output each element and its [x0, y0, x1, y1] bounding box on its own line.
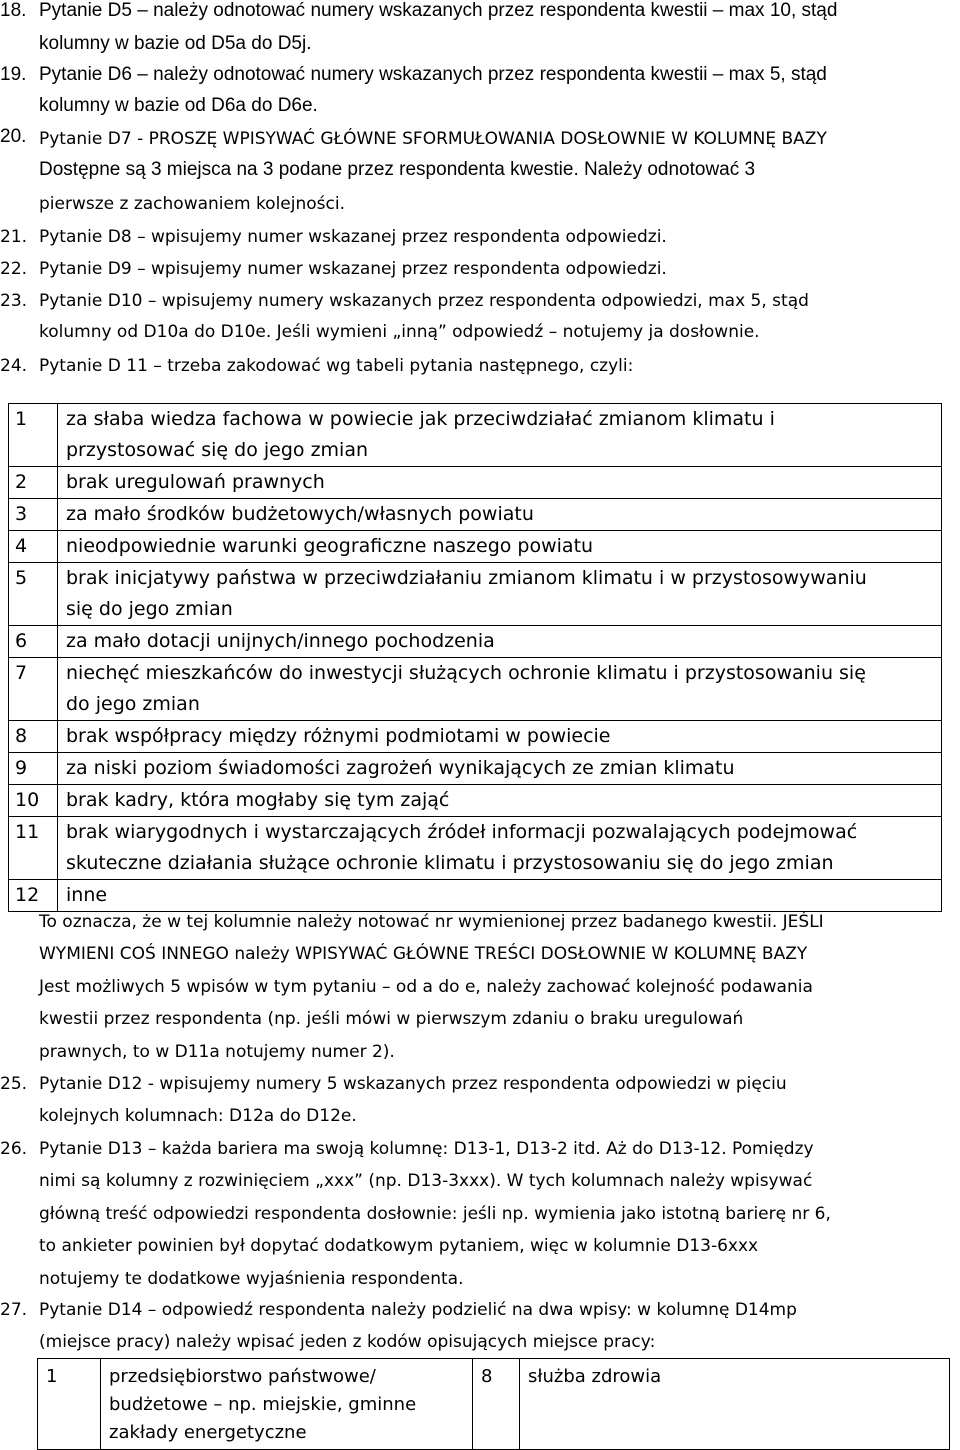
- item-text-line: kolumny w bazie od D6a do D6e.: [39, 95, 318, 116]
- row-text-line: skuteczne działania służące ochronie klimatu i przystosowaniu się do jego zmian: [66, 852, 834, 874]
- note-line: kwestii przez respondenta (np. jeśli mówi w pierwszym zdaniu o braku uregulowań: [39, 1009, 744, 1029]
- barriers-table: [8, 403, 942, 912]
- item-number: 21.: [0, 227, 28, 247]
- row-number: 12: [9, 880, 58, 912]
- item-text-line: Pytanie D9 – wpisujemy numer wskazanej przez respondenta odpowiedzi.: [39, 259, 667, 279]
- item-text-line: Pytanie D7 - PROSZĘ WPISYWAĆ GŁÓWNE SFORMUŁOWANIA DOSŁOWNIE W KOLUMNĘ BAZY: [39, 129, 827, 149]
- item-text-line: (miejsce pracy) należy wpisać jeden z kodów opisujących miejsce pracy:: [39, 1332, 656, 1352]
- item-text-line: kolumny w bazie od D5a do D5j.: [39, 33, 312, 54]
- item-text-line: kolejnych kolumnach: D12a do D12e.: [39, 1106, 357, 1126]
- item-text-line: Pytanie D6 – należy odnotować numery wskazanych przez respondenta kwestii – max 5, stąd: [39, 64, 827, 85]
- workplace-codes-table: [37, 1358, 950, 1450]
- table-row: [9, 880, 942, 912]
- table-row: [9, 404, 942, 467]
- row-text: [58, 817, 942, 880]
- row-number: 6: [9, 626, 58, 658]
- row-number: 9: [9, 753, 58, 785]
- item-text-line: notujemy te dodatkowe wyjaśnienia respondenta.: [39, 1269, 464, 1289]
- row-number: 10: [9, 785, 58, 817]
- row-text-line: przystosować się do jego zmian: [66, 439, 369, 461]
- row-text: inne: [58, 880, 942, 912]
- row-text-line: niechęć mieszkańców do inwestycji służących ochronie klimatu i przystosowaniu się: [66, 662, 866, 684]
- item-text-line: Pytanie D 11 – trzeba zakodować wg tabeli pytania następnego, czyli:: [39, 356, 634, 376]
- table-row: [9, 785, 942, 817]
- row-text-line: się do jego zmian: [66, 598, 233, 620]
- row-text: brak uregulowań prawnych: [58, 467, 942, 499]
- row-text: [58, 658, 942, 721]
- code-description-line: budżetowe – np. miejskie, gminne: [109, 1394, 417, 1415]
- row-number: 5: [9, 563, 58, 626]
- item-number: 18.: [0, 0, 27, 21]
- code-description-line: przedsiębiorstwo państwowe/: [109, 1366, 376, 1387]
- item-number: 23.: [0, 291, 28, 311]
- note-line: To oznacza, że w tej kolumnie należy notować nr wymienionej przez badanego kwestii. JEŚLI: [39, 912, 824, 932]
- item-text-line: to ankieter powinien był dopytać dodatkowym pytaniem, więc w kolumnie D13-6xxx: [39, 1236, 759, 1256]
- item-text-line: Pytanie D14 – odpowiedź respondenta należy podzielić na dwa wpisy: w kolumnę D14mp: [39, 1300, 797, 1320]
- table-row: [9, 817, 942, 880]
- row-number: 2: [9, 467, 58, 499]
- table-row: [9, 658, 942, 721]
- item-number: 26.: [0, 1139, 28, 1159]
- row-text: nieodpowiednie warunki geograficzne naszego powiatu: [58, 531, 942, 563]
- code-number: 8: [473, 1359, 520, 1450]
- table-row: [38, 1359, 950, 1450]
- row-number: 7: [9, 658, 58, 721]
- item-text-line: Pytanie D5 – należy odnotować numery wskazanych przez respondenta kwestii – max 10, stąd: [39, 0, 838, 21]
- code-number: 1: [38, 1359, 101, 1450]
- item-number: 20.: [0, 126, 27, 147]
- note-line: WYMIENI COŚ INNEGO należy WPISYWAĆ GŁÓWNE TREŚCI DOSŁOWNIE W KOLUMNĘ BAZY: [39, 944, 808, 964]
- item-number: 22.: [0, 259, 28, 279]
- item-text-line: Dostępne są 3 miejsca na 3 podane przez respondenta kwestie. Należy odnotować 3: [39, 159, 756, 180]
- row-number: 4: [9, 531, 58, 563]
- row-text: za mało środków budżetowych/własnych powiatu: [58, 499, 942, 531]
- note-line: Jest możliwych 5 wpisów w tym pytaniu – od a do e, należy zachować kolejność podawania: [39, 977, 813, 997]
- table-row: [9, 626, 942, 658]
- row-number: 8: [9, 721, 58, 753]
- code-description: służba zdrowia: [520, 1359, 950, 1450]
- item-text-line: Pytanie D10 – wpisujemy numery wskazanych przez respondenta odpowiedzi, max 5, stąd: [39, 291, 809, 311]
- note-line: prawnych, to w D11a notujemy numer 2).: [39, 1042, 395, 1062]
- row-text: [58, 404, 942, 467]
- item-number: 24.: [0, 356, 28, 376]
- table-row: [9, 563, 942, 626]
- table-row: [9, 531, 942, 563]
- item-text-line: kolumny od D10a do D10e. Jeśli wymieni „inną” odpowiedź – notujemy ja dosłownie.: [39, 322, 760, 342]
- row-text: za niski poziom świadomości zagrożeń wynikających ze zmian klimatu: [58, 753, 942, 785]
- item-text-line: pierwsze z zachowaniem kolejności.: [39, 194, 345, 214]
- row-text-line: brak wiarygodnych i wystarczających źródeł informacji pozwalających podejmować: [66, 821, 858, 843]
- item-text-line: nimi są kolumny z rozwinięciem „xxx” (np. D13-3xxx). W tych kolumnach należy wpisywać: [39, 1171, 813, 1191]
- row-text-line: do jego zmian: [66, 693, 200, 715]
- row-text: brak współpracy między różnymi podmiotami w powiecie: [58, 721, 942, 753]
- item-text-line: Pytanie D13 – każda bariera ma swoją kolumnę: D13-1, D13-2 itd. Aż do D13-12. Pomiędzy: [39, 1139, 814, 1159]
- item-text-line: główną treść odpowiedzi respondenta dosłownie: jeśli np. wymienia jako istotną barierę nr 6,: [39, 1204, 831, 1224]
- row-number: 11: [9, 817, 58, 880]
- item-number: 25.: [0, 1074, 28, 1094]
- item-text-line: Pytanie D12 - wpisujemy numery 5 wskazanych przez respondenta odpowiedzi w pięciu: [39, 1074, 787, 1094]
- table-row: [9, 499, 942, 531]
- item-number: 27.: [0, 1300, 28, 1320]
- row-number: 3: [9, 499, 58, 531]
- table-row: [9, 753, 942, 785]
- row-number: 1: [9, 404, 58, 467]
- code-description-line: zakłady energetyczne: [109, 1422, 307, 1443]
- row-text: brak kadry, która mogłaby się tym zająć: [58, 785, 942, 817]
- item-number: 19.: [0, 64, 27, 85]
- table-row: [9, 467, 942, 499]
- table-row: [9, 721, 942, 753]
- code-description: [101, 1359, 473, 1450]
- row-text-line: za słaba wiedza fachowa w powiecie jak przeciwdziałać zmianom klimatu i: [66, 408, 775, 430]
- item-text-line: Pytanie D8 – wpisujemy numer wskazanej przez respondenta odpowiedzi.: [39, 227, 667, 247]
- row-text: [58, 563, 942, 626]
- row-text: za mało dotacji unijnych/innego pochodzenia: [58, 626, 942, 658]
- row-text-line: brak inicjatywy państwa w przeciwdziałaniu zmianom klimatu i w przystosowywaniu: [66, 567, 867, 589]
